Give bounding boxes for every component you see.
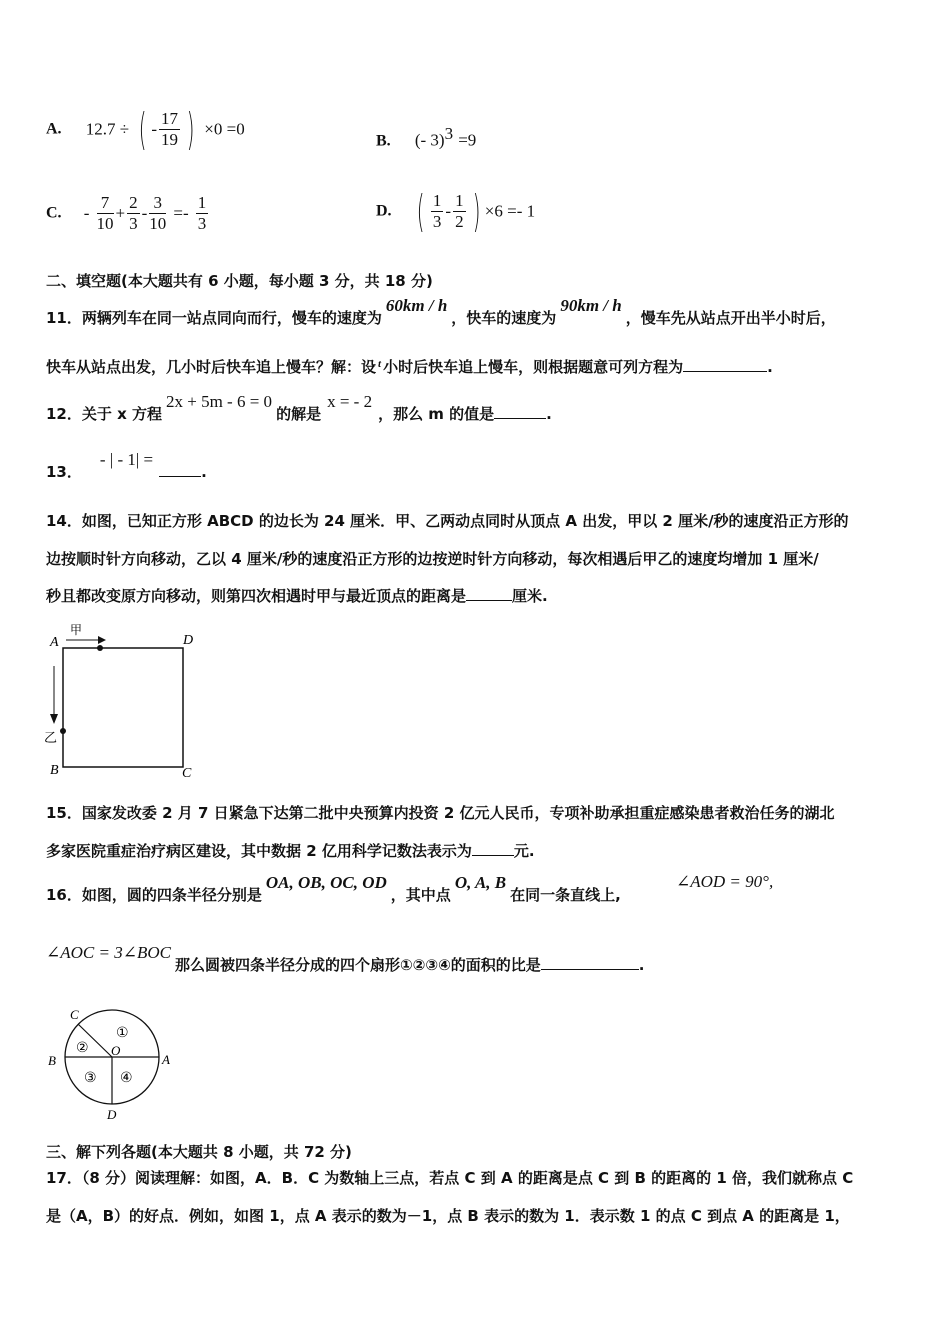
q16-answer-blank[interactable] xyxy=(541,955,639,970)
option-a-expr-lead: 12.7 ÷ xyxy=(85,119,130,139)
option-d-fraction-1 xyxy=(431,191,444,232)
question-12 xyxy=(46,392,552,436)
q12-solution: x = - 2 xyxy=(327,392,373,411)
vertex-b-label: B xyxy=(50,763,59,778)
jia-label: 甲 xyxy=(70,623,83,637)
option-c xyxy=(46,188,210,238)
q12-equation: 2x + 5m - 6 = 0 xyxy=(166,392,273,411)
c-f3-den: 10 xyxy=(149,214,167,233)
q11-text-3: ，慢车先从站点开出半小时后， xyxy=(625,309,836,327)
d-f1-den: 3 xyxy=(432,212,442,231)
option-d-fraction-2 xyxy=(453,191,466,232)
option-d-sign: - xyxy=(445,201,452,221)
sector-4-label: ④ xyxy=(120,1070,133,1086)
q11-answer-blank[interactable] xyxy=(683,357,767,372)
c-f1-num: 7 xyxy=(97,193,114,214)
q16-text-2: ，其中点 xyxy=(390,886,451,904)
q12-end: . xyxy=(546,405,552,423)
option-c-sign-4: =- xyxy=(173,203,189,223)
d-f2-den: 2 xyxy=(455,212,464,231)
q16-text-4: 那么圆被四条半径分成的四个扇形①②③④的面积的比是 xyxy=(174,956,541,974)
q16-text-3: 在同一条直线上, xyxy=(510,886,621,904)
q12-text-1: 12．关于 x 方程 xyxy=(46,405,162,423)
option-c-sign-2: + xyxy=(115,203,126,223)
section-3-heading: 三、解下列各题(本大题共 8 小题，共 72 分) xyxy=(46,1143,352,1161)
left-paren: ( xyxy=(416,185,425,237)
option-d-tail: ×6 =- 1 xyxy=(484,201,536,221)
option-d-label: D. xyxy=(376,202,392,220)
option-b-exp: 3 xyxy=(444,124,454,143)
yi-label: 乙 xyxy=(44,731,58,746)
q11-text-4: 快车从站点出发，几小时后快车追上慢车？解：设 xyxy=(46,358,377,376)
question-13 xyxy=(46,452,207,492)
q16-points: O, A, B xyxy=(454,873,507,892)
q16-angle-aoc: ∠AOC = 3∠BOC xyxy=(46,943,171,962)
option-c-fraction-1 xyxy=(97,193,114,234)
option-a-den: 19 xyxy=(161,130,179,149)
q12-text-3: ，那么 m 的值是 xyxy=(378,405,495,423)
c-f2-den: 3 xyxy=(129,214,138,233)
option-a-sign: - xyxy=(151,119,158,139)
circle-figure xyxy=(40,1005,180,1130)
q14-answer-blank[interactable] xyxy=(466,586,512,601)
q11-speed-slow: 60km / h xyxy=(385,296,448,315)
c-f3-num: 3 xyxy=(149,193,166,214)
right-paren: ) xyxy=(186,103,195,155)
option-c-sign-3: - xyxy=(141,203,148,223)
option-c-fraction-2 xyxy=(127,193,140,234)
option-b xyxy=(376,124,476,150)
q11-speed-fast: 90km / h xyxy=(560,296,622,315)
q11-end: . xyxy=(767,358,773,376)
square-abcd xyxy=(63,648,183,767)
point-b-label: B xyxy=(48,1053,56,1068)
right-paren: ) xyxy=(472,185,481,237)
point-c-label: C xyxy=(70,1007,79,1022)
d-f2-num: 1 xyxy=(455,191,464,210)
vertex-d-label: D xyxy=(183,633,194,648)
section-2-heading: 二、填空题(本大题共有 6 小题，每小题 3 分，共 18 分) xyxy=(46,272,433,290)
question-14-line-1: 14．如图，已知正方形 ABCD 的边长为 24 厘米．甲、乙两动点同时从顶点 A 出发，甲以 2 厘米/秒的速度沿正方形的 xyxy=(46,512,849,530)
q16-radii: OA, OB, OC, OD xyxy=(265,873,387,892)
question-15-line-2 xyxy=(46,840,535,861)
q14-text: 秒且都改变原方向移动，则第四次相遇时甲与最近顶点的距离是 xyxy=(46,587,467,605)
question-15-line-1: 15．国家发改委 2 月 7 日紧急下达第二批中央预算内投资 2 亿元人民币，专项补助承担重症感染患者救治任务的湖北 xyxy=(46,804,835,822)
option-d xyxy=(376,186,535,236)
point-a-label: A xyxy=(162,1052,170,1067)
option-a-num: 17 xyxy=(161,109,179,128)
point-d-label: D xyxy=(107,1107,117,1122)
option-a-fraction xyxy=(159,109,180,150)
option-a-expr-tail: ×0 =0 xyxy=(204,119,245,139)
sector-2-label: ② xyxy=(76,1040,89,1056)
vertex-c-label: C xyxy=(182,766,192,781)
question-11-line-1 xyxy=(46,296,836,340)
yi-arrowhead xyxy=(50,714,58,724)
question-16-line-2 xyxy=(46,940,644,990)
left-paren: ( xyxy=(138,103,147,155)
q13-answer-blank[interactable] xyxy=(159,462,201,477)
point-o-label: O xyxy=(111,1043,121,1058)
question-16-line-1 xyxy=(46,870,621,920)
sector-1-label: ① xyxy=(116,1025,129,1041)
option-c-fraction-3 xyxy=(149,193,166,234)
option-c-fraction-4 xyxy=(196,193,209,234)
option-a xyxy=(46,104,245,154)
q12-answer-blank[interactable] xyxy=(494,404,546,419)
c-f1-den: 10 xyxy=(96,214,114,233)
q11-text-5: 小时后快车追上慢车，则根据题意可列方程为 xyxy=(383,358,684,376)
yi-point xyxy=(60,728,66,734)
q14-unit: 厘米. xyxy=(512,587,548,605)
question-11-line-2 xyxy=(46,356,773,377)
option-a-label: A. xyxy=(46,120,62,138)
q15-text: 多家医院重症治疗病区建设，其中数据 2 亿用科学记数法表示为 xyxy=(46,842,472,860)
question-17-line-1: 17．（8 分）阅读理解：如图，A．B．C 为数轴上三点，若点 C 到 A 的距离是点 C 到 B 的距离的 1 倍，我们就称点 C xyxy=(46,1169,854,1187)
d-f1-num: 1 xyxy=(432,191,442,210)
c-f4-den: 3 xyxy=(197,214,207,233)
q16-angle-aod: ∠AOD = 90°, xyxy=(676,872,774,891)
q13-expression: - | - 1| = xyxy=(99,450,154,469)
q15-answer-blank[interactable] xyxy=(472,841,514,856)
q11-text-1: 11．两辆列车在同一站点同向而行，慢车的速度为 xyxy=(46,309,382,327)
question-14-line-2: 边按顺时针方向移动，乙以 4 厘米/秒的速度沿正方形的边按逆时针方向移动，每次相遇后甲乙的速度均增加 1 厘米/ xyxy=(46,550,819,568)
jia-point xyxy=(97,645,103,651)
c-f4-num: 1 xyxy=(197,193,207,212)
option-c-label: C. xyxy=(46,204,62,222)
option-b-tail: =9 xyxy=(458,130,477,150)
jia-arrowhead xyxy=(98,636,106,644)
q13-end: . xyxy=(201,463,207,481)
square-figure xyxy=(40,620,210,785)
sector-3-label: ③ xyxy=(84,1070,97,1086)
q16-text-1: 16．如图，圆的四条半径分别是 xyxy=(46,886,262,904)
q16-end: . xyxy=(638,956,645,974)
q15-unit: 元. xyxy=(513,842,535,860)
option-b-base: (- 3) xyxy=(414,130,445,150)
question-17-line-2: 是（A，B）的好点．例如，如图 1，点 A 表示的数为－1，点 B 表示的数为 1．表示数 1 的点 C 到点 A 的距离是 1， xyxy=(46,1207,850,1225)
c-f2-num: 2 xyxy=(129,193,138,212)
q11-text-2: ，快车的速度为 xyxy=(451,309,557,327)
q12-text-2: 的解是 xyxy=(276,405,322,423)
q11-var-t: t xyxy=(378,358,382,370)
q13-number: 13． xyxy=(46,463,82,481)
vertex-a-label: A xyxy=(50,635,59,650)
option-c-sign-1: - xyxy=(83,203,90,223)
option-b-label: B. xyxy=(376,132,391,150)
question-14-line-3 xyxy=(46,585,548,606)
